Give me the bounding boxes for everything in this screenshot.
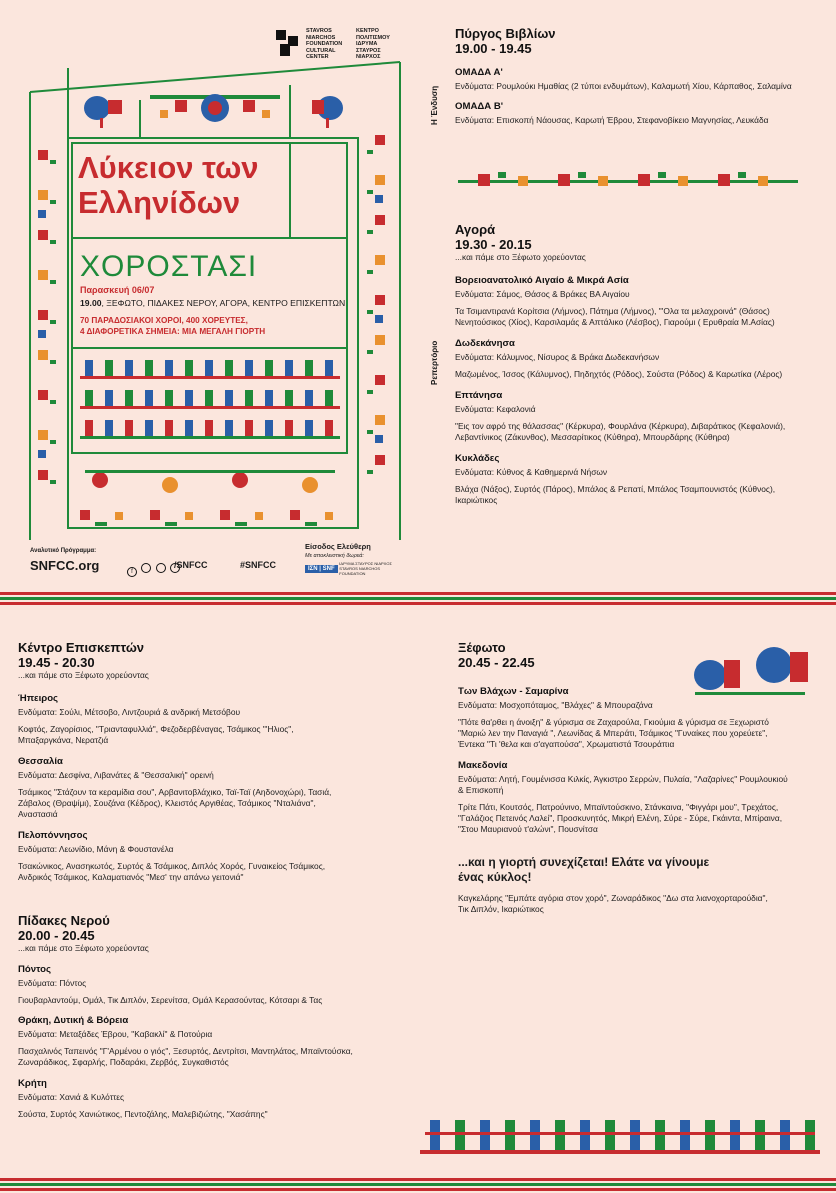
snf-logo: ΙΣΝ | SNF ΙΔΡΥΜΑ ΣΤΑΥΡΟΣ ΝΙΑΡΧΟΣ STAVROS NIARCHOS FOUNDATION	[305, 561, 399, 576]
region-line: Ενδύματα: Σάμος, Θάσος & Βράκες ΒΑ Αιγαίου	[455, 289, 630, 299]
group-name: ΟΜΑΔΑ Β'	[455, 101, 504, 112]
section-title: Κέντρο Επισκεπτών	[18, 640, 145, 655]
region-title: Πόντος	[18, 964, 51, 975]
page-divider	[0, 592, 836, 606]
region-title: Των Βλάχων - Σαμαρίνα	[458, 686, 569, 697]
region-title: Πελοπόννησος	[18, 830, 88, 841]
right-flower-border	[367, 135, 385, 474]
region-title: Θράκη, Δυτική & Βόρεια	[18, 1015, 129, 1026]
logo-text-en: STAVROS NIARCHOS FOUNDATION CULTURAL CENTER	[306, 28, 343, 60]
site-link[interactable]: SNFCC.org	[30, 558, 100, 573]
region-line: Ενδύματα: Μοσχοπόταμος, "Βλάχες" & Μπουραζάνα	[458, 700, 653, 710]
birds-illustration	[690, 640, 820, 700]
program-label: Αναλυτικό Πρόγραμμα:	[30, 548, 97, 554]
facebook-icon[interactable]: f	[127, 567, 137, 577]
region-line: Ενδύματα: Λεωνίδιο, Μάνη & Φουστανέλα	[18, 844, 174, 854]
region-line: Ικαριώτικος	[455, 495, 498, 505]
section-title: Πίδακες Νερού	[18, 913, 110, 928]
section-time: 20.45 - 22.45	[458, 655, 535, 670]
region-line: Τρίτε Πάτι, Κουτσός, Πατρούνινο, Μπαϊντούσκινο, Στάνκαινα, "Φιγγάρι μου", Τρεχάτος,	[458, 802, 779, 812]
grant-label: Με αποκλειστική δωρεά:	[305, 553, 364, 559]
section-time: 19.00 - 19.45	[455, 41, 532, 56]
region-line: Αναστασιά	[18, 809, 58, 819]
region-title: Ήπειρος	[18, 693, 59, 704]
section-agora	[455, 222, 830, 506]
poster	[0, 0, 425, 590]
region-line: Ενδύματα: Μεταξάδες Έβρου, "Καβακλί" & Ποτούρια	[18, 1029, 213, 1039]
region-line: Ενδύματα: Κεφαλονιά	[455, 404, 536, 414]
bottom-flower-border	[80, 510, 333, 526]
logo-mark-icon	[276, 30, 300, 58]
top-ornament	[150, 94, 280, 122]
dancer-row-2	[80, 390, 340, 409]
poster-tagline: 70 ΠΑΡΑΔΟΣΙΑΚΟΙ ΧΟΡΟΙ, 400 ΧΟΡΕΥΤΕΣ, 4 ΔΙΑΦΟΡΕΤΙΚΑ ΣΗΜΕΙΑ: ΜΙΑ ΜΕΓΑΛΗ ΓΙΟΡΤΗ	[80, 316, 266, 336]
poster-date: Παρασκευή 06/07	[80, 285, 155, 295]
region-title: Μακεδονία	[458, 760, 508, 771]
dancer-row-3	[80, 420, 340, 439]
region-line: "Εις τον αφρό της θάλασσας" (Κέρκυρα), Φουρλάνα (Κέρκυρα), Διβαράτικος (Κεφαλονιά),	[455, 421, 786, 431]
floral-border	[458, 168, 798, 196]
bird-left	[84, 96, 122, 128]
region-title: Κυκλάδες	[455, 453, 500, 464]
group-name: ΟΜΑΔΑ Α'	[455, 67, 503, 78]
region-title: Επτάνησα	[455, 390, 503, 401]
hashtag: #SNFCC	[240, 560, 277, 570]
left-flower-border	[38, 150, 56, 484]
closing-headline: ...και η γιορτή συνεχίζεται! Ελάτε να γίνουμε ένας κύκλος!	[458, 855, 710, 884]
region-title: Θεσσαλία	[18, 756, 63, 767]
region-line: Ενδύματα: Σούλι, Μέτσοβο, Λιντζουριά & ανδρική Μετσόβου	[18, 707, 241, 717]
region-line: Μπαξαργκάνα, Νερατζιά	[18, 735, 109, 745]
snfcc-logo	[276, 28, 416, 68]
group-text: Ενδύματα: Επισκοπή Νάουσας, Καρωτή Έβρου, Στεφανοβίκειο Μαγνησίας, Λευκάδα	[455, 115, 769, 125]
poster-artwork	[0, 0, 425, 590]
twitter-icon[interactable]	[141, 563, 151, 573]
region-line: Γιουβαρλαντούμ, Ομάλ, Τικ Διπλόν, Σερενίτσα, Ομάλ Κερασούντας, Κότσαρι & Τας	[18, 995, 323, 1005]
region-line: "Γαλάζιος Πετεινός Λαλεί", Προσκυνητός, Μικρή Ελένη, Σύρε - Σύρε, Γκάιντα, Μπίραινα,	[458, 813, 783, 823]
region-line: Σούστα, Συρτός Χανιώτικος, Πεντοζάλης, Μαλεβιζιώτης, "Χασάπης"	[18, 1109, 268, 1119]
region-title: Βορειοανατολικό Αιγαίο & Μικρά Ασία	[455, 275, 629, 286]
social-handle[interactable]: /SNFCC	[174, 560, 208, 570]
region-line: "Μαριώ λεν την Παναγιά ", Λεωνίδας & Μπεράτι, Τσάμικος "Γυναίκες που χορεύετε",	[458, 728, 768, 738]
region-line: Ενδύματα: Δεσφίνα, Λιβανάτες & "Θεσσαλική" ορεινή	[18, 770, 214, 780]
region-line: Ενδύματα: Πόντος	[18, 978, 87, 988]
bottom-divider	[0, 1178, 836, 1192]
section-pyrgos	[455, 26, 825, 126]
closing-text: Καγκελάρης "Εμπάτε αγόρια στον χορό", Ζωναράδικος "Δω στα λιανοχορταρούδια", Τικ Διπλόν, Ικαριώτικος	[458, 893, 768, 914]
poster-title: Λύκειον των Ελληνίδων	[78, 150, 259, 220]
region-line: Κοφτός, Ζαγορίσιος, "Τριανταφυλλιά", Φεζοδερβέναγας, Τσάμικος "'Ηλιος",	[18, 724, 294, 734]
region-line: Τσακώνικος, Ανασηκωτός, Συρτός & Τσάμικος, Διπλός Χορός, Γυναικείος Τσάμικος,	[18, 861, 326, 871]
lower-ornament	[85, 470, 335, 493]
region-line: Έντεκα "Τι 'θελα και σ'αγαπούσα", Χρωματιστά Τσουράπια	[458, 739, 675, 749]
dancers-illustration	[420, 1110, 820, 1180]
label-repertoire: Ρεπερτόριο	[430, 340, 439, 385]
section-time: 20.00 - 20.45	[18, 928, 95, 943]
region-line: Ζάβαλος (Θραψίμι), Σουζάνα (Κέδρος), Κλειστός Αργιθέας, Τσάμικος "Νταλιάνα",	[18, 798, 316, 808]
section-title: Αγορά	[455, 222, 496, 237]
region-line: Βλάχα (Νάξος), Συρτός (Πάρος), Μπάλος & Ρεπατί, Μπάλος Τσαμπουνιστός (Κύθνος),	[455, 484, 776, 494]
region-line: "Πότε θα'ρθει η άνοιξη" & γύρισμα σε Ζαχαρούλα, Γκιούμια & γύρισμα σε Ξεχωριστό	[458, 717, 769, 727]
region-line: Ενδύματα: Κύθνος & Καθημερινά Νήσων	[455, 467, 608, 477]
group-text: Ενδύματα: Ρουμλούκι Ημαθίας (2 τύποι ενδυμάτων), Καλαμωτή Χίου, Κάρπαθος, Σαλαμίνα	[455, 81, 792, 91]
instagram-icon[interactable]	[156, 563, 166, 573]
section-time: 19.45 - 20.30	[18, 655, 95, 670]
poster-subtitle: ΧΟΡΟΣΤΑΣΙ	[80, 250, 258, 283]
label-endysi: Η Ένδυση	[430, 85, 439, 125]
region-line: & Επισκοπή	[458, 785, 504, 795]
region-line: Ζωναράδικος, Σφαρλής, Ποδαράκι, Ζερβός, Συγκαθιστός	[18, 1057, 229, 1067]
bird-right	[312, 96, 343, 128]
region-line: Ενδύματα: Λητή, Γουμένισσα Κιλκίς, Άγκιστρο Σερρών, Πυλαία, "Λαζαρίνες" Ρουμλουκιού	[458, 774, 788, 784]
section-title: Πύργος Βιβλίων	[455, 26, 556, 41]
poster-time-places: 19.00, ΞΕΦΩΤΟ, ΠΙΔΑΚΕΣ ΝΕΡΟΥ, ΑΓΟΡΑ, ΚΕΝΤΡΟ ΕΠΙΣΚΕΠΤΩΝ	[80, 298, 346, 308]
section-pidakes	[18, 913, 418, 1120]
region-line: Λεβαντίνικος (Ζάκυνθος), Μεσσαρίτικος (Κύθηρα), Μπουρδάρης (Κύθηρα)	[455, 432, 730, 442]
region-line: Πασχαλινός Ταπεινός "Γ'Αρμένου ο γιός", Ξεσυρτός, Δεντρίτσι, Μαντηλάτος, Μπαϊντούσκα,	[18, 1046, 353, 1056]
region-line: "Στου Μαυριανού τ'αλώνι", Πουσνίτσα	[458, 824, 598, 834]
section-note: ...και πάμε στο Ξέφωτο χορεύοντας	[18, 943, 149, 953]
region-line: Μαζωμένος, Ίσσος (Κάλυμνος), Πηδηχτός (Ρόδος), Σούστα (Ρόδος) & Καρωτίκα (Λέρος)	[455, 369, 783, 379]
free-entry: Είσοδος Ελεύθερη	[305, 542, 371, 551]
region-line: Ενδύματα: Κάλυμνος, Νίσυρος & Βράκα Δωδεκανήσων	[455, 352, 660, 362]
section-time: 19.30 - 20.15	[455, 237, 532, 252]
region-line: Τα Τσιμαντιρανά Κορίτσια (Λήμνος), Πάτημα (Λήμνος), "'Ολα τα μελαχροινά" (Θάσος)	[455, 306, 770, 316]
region-line: Τσάμικος "Στάζουν τα κεραμίδια σου", Αρβανιτοβλάχικο, Ταϊ-Ταϊ (Αηδονοχώρι), Τασιά,	[18, 787, 332, 797]
dancer-row-1	[80, 360, 340, 379]
social-icons	[127, 560, 180, 578]
region-line: Ανδρικός Τσάμικος, Καλαματιανός "Μεσ' την απάνω γειτονιά"	[18, 872, 244, 882]
region-title: Κρήτη	[18, 1078, 47, 1089]
region-line: Ενδύματα: Χανιά & Κυλόττες	[18, 1092, 125, 1102]
region-title: Δωδεκάνησα	[455, 338, 515, 349]
region-line: Νενητούσικος (Χίος), Καρσιλαμάς & Απτάλικο (Λέσβος), Γιαρούμι ( Ερυθραία Μ.Ασίας)	[455, 317, 775, 327]
section-note: ...και πάμε στο Ξέφωτο χορεύοντας	[18, 670, 149, 680]
section-note: ...και πάμε στο Ξέφωτο χορεύοντας	[455, 252, 586, 262]
logo-text-gr: ΚΕΝΤΡΟ ΠΟΛΙΤΙΣΜΟΥ ΙΔΡΥΜΑ ΣΤΑΥΡΟΣ ΝΙΑΡΧΟΣ	[356, 28, 390, 60]
section-kentro	[18, 640, 418, 883]
section-title: Ξέφωτο	[458, 640, 506, 655]
